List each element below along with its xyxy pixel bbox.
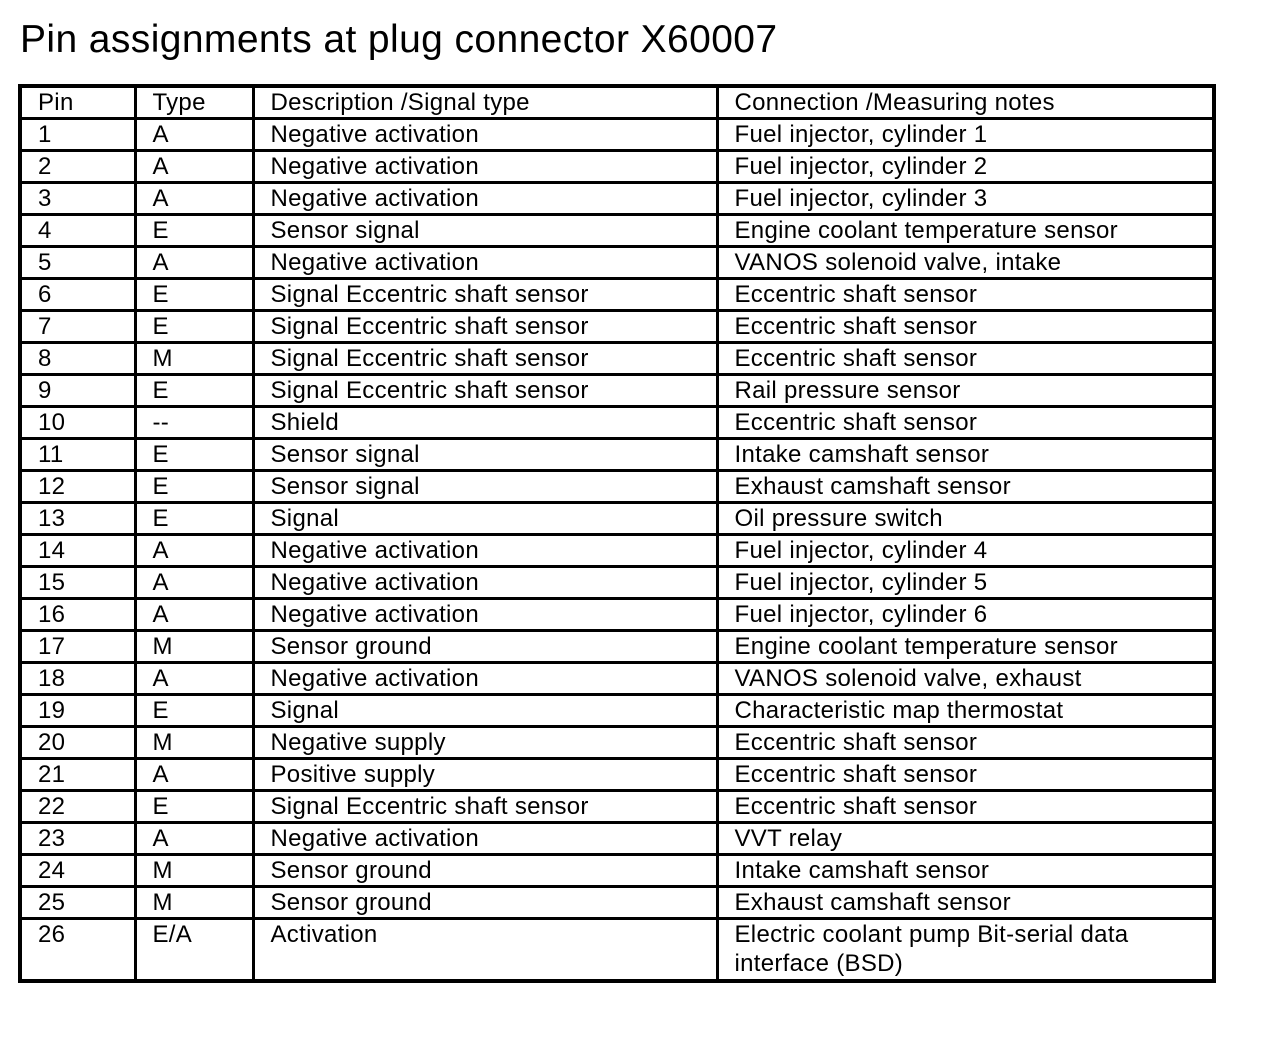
cell-description: Negative activation: [253, 247, 717, 279]
cell-pin: 10: [20, 407, 135, 439]
cell-type: --: [135, 407, 253, 439]
cell-type: A: [135, 599, 253, 631]
table-row: [20, 759, 1214, 791]
cell-description: Negative activation: [253, 599, 717, 631]
header-connection: Connection /Measuring notes: [717, 86, 1214, 119]
cell-connection: Oil pressure switch: [717, 503, 1214, 535]
cell-connection: VANOS solenoid valve, exhaust: [717, 663, 1214, 695]
cell-type: M: [135, 887, 253, 919]
table-row: [20, 503, 1214, 535]
cell-description: Signal Eccentric shaft sensor: [253, 343, 717, 375]
cell-connection: Eccentric shaft sensor: [717, 407, 1214, 439]
cell-description: Negative activation: [253, 663, 717, 695]
cell-type: A: [135, 823, 253, 855]
table-header-row: [20, 86, 1214, 119]
cell-pin: 19: [20, 695, 135, 727]
cell-description: Negative activation: [253, 823, 717, 855]
cell-connection: Eccentric shaft sensor: [717, 343, 1214, 375]
cell-pin: 22: [20, 791, 135, 823]
cell-pin: 9: [20, 375, 135, 407]
table-row: [20, 663, 1214, 695]
cell-description: Negative supply: [253, 727, 717, 759]
cell-pin: 25: [20, 887, 135, 919]
table-row: [20, 727, 1214, 759]
cell-connection: Eccentric shaft sensor: [717, 791, 1214, 823]
cell-connection: Characteristic map thermostat: [717, 695, 1214, 727]
cell-description: Signal: [253, 695, 717, 727]
cell-type: M: [135, 343, 253, 375]
cell-pin: 12: [20, 471, 135, 503]
table-row: [20, 631, 1214, 663]
cell-connection: VANOS solenoid valve, intake: [717, 247, 1214, 279]
cell-connection: Engine coolant temperature sensor: [717, 631, 1214, 663]
table-row: [20, 855, 1214, 887]
table-row: [20, 343, 1214, 375]
cell-description: Negative activation: [253, 535, 717, 567]
cell-pin: 20: [20, 727, 135, 759]
header-description: Description /Signal type: [253, 86, 717, 119]
cell-pin: 3: [20, 183, 135, 215]
cell-description: Negative activation: [253, 567, 717, 599]
table-row: [20, 535, 1214, 567]
table-row: [20, 695, 1214, 727]
cell-type: A: [135, 567, 253, 599]
table-row: [20, 247, 1214, 279]
cell-type: E: [135, 215, 253, 247]
table-row: [20, 183, 1214, 215]
table-row: [20, 215, 1214, 247]
table-row: [20, 599, 1214, 631]
cell-pin: 17: [20, 631, 135, 663]
cell-type: A: [135, 663, 253, 695]
cell-connection: Fuel injector, cylinder 1: [717, 119, 1214, 151]
pin-assignment-table: [18, 84, 1216, 983]
cell-type: M: [135, 727, 253, 759]
cell-description: Sensor signal: [253, 471, 717, 503]
cell-connection: Exhaust camshaft sensor: [717, 887, 1214, 919]
cell-description: Signal Eccentric shaft sensor: [253, 375, 717, 407]
cell-type: E: [135, 375, 253, 407]
cell-pin: 8: [20, 343, 135, 375]
page-title: Pin assignments at plug connector X60007: [20, 18, 778, 61]
cell-connection: Intake camshaft sensor: [717, 439, 1214, 471]
cell-description: Shield: [253, 407, 717, 439]
cell-connection: Fuel injector, cylinder 6: [717, 599, 1214, 631]
cell-type: E: [135, 471, 253, 503]
cell-connection: Fuel injector, cylinder 3: [717, 183, 1214, 215]
cell-type: E: [135, 695, 253, 727]
table-row: [20, 311, 1214, 343]
cell-pin: 15: [20, 567, 135, 599]
cell-pin: 4: [20, 215, 135, 247]
table-row: [20, 471, 1214, 503]
cell-description: Signal: [253, 503, 717, 535]
cell-pin: 26: [20, 919, 135, 982]
cell-type: E: [135, 311, 253, 343]
cell-type: M: [135, 855, 253, 887]
cell-description: Sensor ground: [253, 631, 717, 663]
cell-type: E: [135, 503, 253, 535]
cell-connection: Rail pressure sensor: [717, 375, 1214, 407]
cell-type: A: [135, 759, 253, 791]
cell-pin: 13: [20, 503, 135, 535]
cell-type: A: [135, 119, 253, 151]
cell-type: A: [135, 183, 253, 215]
cell-connection: Eccentric shaft sensor: [717, 759, 1214, 791]
cell-type: A: [135, 247, 253, 279]
table-row: [20, 375, 1214, 407]
cell-pin: 18: [20, 663, 135, 695]
table-body: [20, 119, 1214, 982]
cell-connection: Electric coolant pump Bit-serial data interface (BSD): [717, 919, 1214, 982]
table-row: [20, 919, 1214, 982]
cell-description: Negative activation: [253, 119, 717, 151]
table-row: [20, 119, 1214, 151]
table-row: [20, 407, 1214, 439]
cell-description: Positive supply: [253, 759, 717, 791]
cell-type: E/A: [135, 919, 253, 982]
cell-pin: 11: [20, 439, 135, 471]
table-row: [20, 791, 1214, 823]
table-row: [20, 439, 1214, 471]
cell-description: Signal Eccentric shaft sensor: [253, 791, 717, 823]
table-row: [20, 151, 1214, 183]
cell-connection: Eccentric shaft sensor: [717, 727, 1214, 759]
cell-pin: 23: [20, 823, 135, 855]
cell-pin: 1: [20, 119, 135, 151]
cell-connection: Intake camshaft sensor: [717, 855, 1214, 887]
table-row: [20, 887, 1214, 919]
cell-pin: 14: [20, 535, 135, 567]
header-type: Type: [135, 86, 253, 119]
cell-connection: Eccentric shaft sensor: [717, 279, 1214, 311]
cell-connection: Engine coolant temperature sensor: [717, 215, 1214, 247]
cell-pin: 6: [20, 279, 135, 311]
cell-type: E: [135, 791, 253, 823]
cell-type: E: [135, 439, 253, 471]
header-pin: Pin: [20, 86, 135, 119]
table-row: [20, 823, 1214, 855]
cell-description: Sensor ground: [253, 887, 717, 919]
cell-description: Activation: [253, 919, 717, 982]
cell-pin: 21: [20, 759, 135, 791]
cell-connection: Exhaust camshaft sensor: [717, 471, 1214, 503]
cell-connection: VVT relay: [717, 823, 1214, 855]
cell-description: Signal Eccentric shaft sensor: [253, 279, 717, 311]
cell-description: Sensor ground: [253, 855, 717, 887]
cell-description: Sensor signal: [253, 439, 717, 471]
cell-type: A: [135, 151, 253, 183]
cell-type: E: [135, 279, 253, 311]
table-row: [20, 567, 1214, 599]
cell-description: Negative activation: [253, 183, 717, 215]
cell-pin: 16: [20, 599, 135, 631]
cell-pin: 2: [20, 151, 135, 183]
cell-connection: Fuel injector, cylinder 4: [717, 535, 1214, 567]
cell-connection: Fuel injector, cylinder 2: [717, 151, 1214, 183]
cell-connection: Fuel injector, cylinder 5: [717, 567, 1214, 599]
cell-type: M: [135, 631, 253, 663]
cell-pin: 24: [20, 855, 135, 887]
cell-description: Sensor signal: [253, 215, 717, 247]
table-row: [20, 279, 1214, 311]
cell-connection: Eccentric shaft sensor: [717, 311, 1214, 343]
cell-pin: 7: [20, 311, 135, 343]
cell-pin: 5: [20, 247, 135, 279]
cell-description: Signal Eccentric shaft sensor: [253, 311, 717, 343]
cell-description: Negative activation: [253, 151, 717, 183]
cell-type: A: [135, 535, 253, 567]
